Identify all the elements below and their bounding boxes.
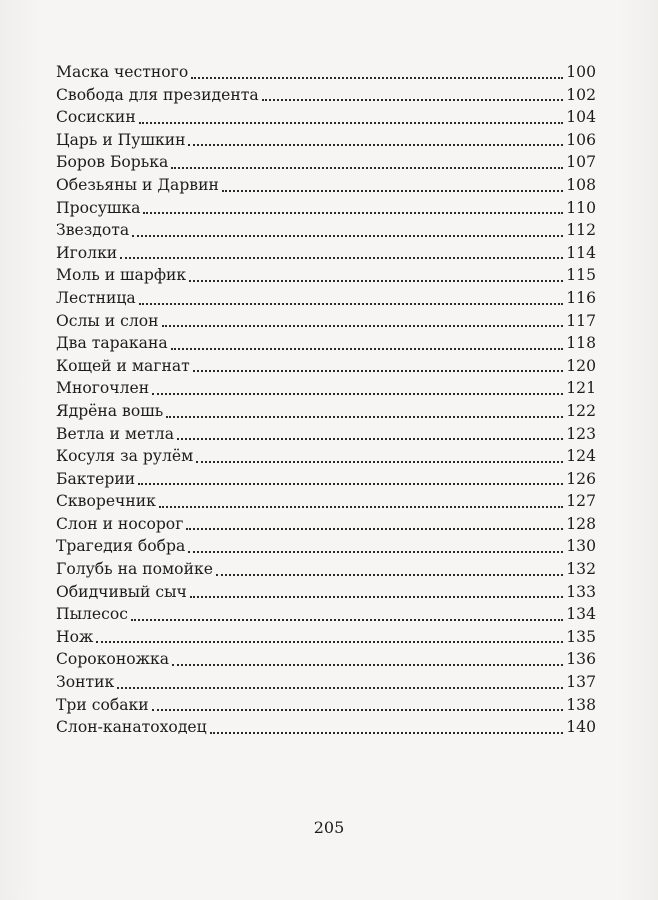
dot-leader bbox=[210, 731, 564, 734]
toc-entry-page: 126 bbox=[566, 469, 596, 488]
toc-entry-title: Трагедия бобра bbox=[56, 537, 186, 556]
dot-leader bbox=[152, 392, 563, 395]
toc-entry-page: 133 bbox=[566, 582, 596, 601]
toc-entry-title: Иголки bbox=[56, 243, 118, 262]
toc-entry-page: 132 bbox=[566, 560, 596, 579]
toc-entry bbox=[56, 716, 596, 739]
dot-leader bbox=[138, 482, 563, 485]
toc-entry-page: 123 bbox=[566, 424, 596, 443]
toc-entry-page: 138 bbox=[566, 695, 596, 714]
dot-leader bbox=[216, 573, 563, 576]
table-of-contents bbox=[56, 61, 596, 739]
dot-leader bbox=[117, 686, 563, 689]
dot-leader bbox=[189, 279, 563, 282]
toc-entry bbox=[56, 242, 596, 265]
toc-entry-title: Три собаки bbox=[56, 695, 149, 714]
toc-entry-page: 121 bbox=[566, 379, 596, 398]
page-number: 205 bbox=[313, 818, 345, 837]
dot-leader bbox=[171, 166, 563, 169]
toc-entry-title: Обидчивый сыч bbox=[56, 582, 187, 601]
toc-entry-title: Ослы и слон bbox=[56, 311, 159, 330]
dot-leader bbox=[193, 369, 563, 372]
toc-entry-title: Кощей и магнат bbox=[56, 356, 190, 375]
toc-entry-title: Два таракана bbox=[56, 334, 168, 353]
dot-leader bbox=[120, 256, 563, 259]
dot-leader bbox=[171, 347, 564, 350]
dot-leader bbox=[152, 708, 564, 711]
toc-entry bbox=[56, 106, 596, 129]
dot-leader bbox=[96, 640, 563, 643]
toc-entry bbox=[56, 445, 596, 468]
toc-entry bbox=[56, 671, 596, 694]
toc-entry-page: 110 bbox=[566, 198, 596, 217]
toc-entry-page: 104 bbox=[566, 108, 596, 127]
toc-entry-title: Пылесос bbox=[56, 605, 128, 624]
dot-leader bbox=[262, 98, 564, 101]
toc-entry-title: Бактерии bbox=[56, 469, 136, 488]
toc-entry-title: Голубь на помойке bbox=[56, 560, 213, 579]
dot-leader bbox=[191, 76, 563, 79]
toc-entry bbox=[56, 377, 596, 400]
dot-leader bbox=[159, 505, 563, 508]
toc-entry-title: Лестница bbox=[56, 288, 136, 307]
dot-leader bbox=[177, 437, 563, 440]
toc-entry bbox=[56, 151, 596, 174]
toc-entry bbox=[56, 310, 596, 333]
dot-leader bbox=[188, 550, 563, 553]
toc-entry-page: 120 bbox=[566, 356, 596, 375]
toc-entry bbox=[56, 694, 596, 717]
toc-entry-page: 137 bbox=[566, 673, 596, 692]
toc-entry-page: 114 bbox=[566, 243, 596, 262]
dot-leader bbox=[190, 595, 563, 598]
toc-entry bbox=[56, 648, 596, 671]
toc-entry-title: Ветла и метла bbox=[56, 424, 175, 443]
dot-leader bbox=[131, 618, 563, 621]
toc-entry bbox=[56, 355, 596, 378]
dot-leader bbox=[166, 415, 563, 418]
toc-entry bbox=[56, 332, 596, 355]
toc-entry-page: 106 bbox=[566, 130, 596, 149]
toc-entry-page: 102 bbox=[566, 85, 596, 104]
toc-entry bbox=[56, 581, 596, 604]
toc-entry-page: 108 bbox=[566, 175, 596, 194]
dot-leader bbox=[143, 211, 563, 214]
toc-entry-title: Просушка bbox=[56, 198, 141, 217]
toc-entry bbox=[56, 84, 596, 107]
toc-entry-title: Сороконожка bbox=[56, 650, 169, 669]
toc-entry-title: Маска честного bbox=[56, 63, 189, 81]
dot-leader bbox=[139, 121, 564, 124]
toc-entry-page: 112 bbox=[566, 221, 596, 240]
dot-leader bbox=[162, 324, 564, 327]
toc-entry-title: Сосискин bbox=[56, 108, 136, 127]
toc-entry-title: Слон и носорог bbox=[56, 514, 184, 533]
toc-entry-page: 122 bbox=[566, 401, 596, 420]
toc-entry-title: Моль и шарфик bbox=[56, 266, 187, 285]
dot-leader bbox=[139, 302, 564, 305]
toc-entry bbox=[56, 287, 596, 310]
toc-entry-title: Нож bbox=[56, 627, 94, 646]
toc-entry-title: Обезьяны и Дарвин bbox=[56, 175, 219, 194]
toc-entry bbox=[56, 423, 596, 446]
toc-entry-title: Ядрёна вошь bbox=[56, 401, 164, 420]
toc-entry-page: 100 bbox=[566, 63, 596, 81]
toc-entry-title: Зонтик bbox=[56, 673, 115, 692]
toc-entry bbox=[56, 603, 596, 626]
toc-entry-page: 117 bbox=[566, 311, 596, 330]
toc-entry-page: 115 bbox=[566, 266, 596, 285]
toc-entry bbox=[56, 174, 596, 197]
dot-leader bbox=[172, 663, 563, 666]
toc-entry-page: 130 bbox=[566, 537, 596, 556]
toc-entry-title: Свобода для президента bbox=[56, 85, 259, 104]
dot-leader bbox=[186, 527, 563, 530]
toc-entry bbox=[56, 513, 596, 536]
toc-entry-title: Многочлен bbox=[56, 379, 150, 398]
toc-entry bbox=[56, 558, 596, 581]
toc-entry-title: Боров Борька bbox=[56, 153, 169, 172]
toc-entry bbox=[56, 626, 596, 649]
toc-entry-page: 135 bbox=[566, 627, 596, 646]
toc-entry-page: 140 bbox=[566, 718, 596, 737]
toc-entry-title: Слон-канатоходец bbox=[56, 718, 207, 737]
toc-entry bbox=[56, 219, 596, 242]
toc-entry bbox=[56, 61, 596, 84]
toc-entry-page: 107 bbox=[566, 153, 596, 172]
toc-entry-page: 128 bbox=[566, 514, 596, 533]
toc-entry-page: 124 bbox=[566, 447, 596, 466]
toc-entry-page: 116 bbox=[566, 288, 596, 307]
toc-entry bbox=[56, 129, 596, 152]
toc-entry-page: 127 bbox=[566, 492, 596, 511]
toc-entry bbox=[56, 400, 596, 423]
toc-entry-page: 134 bbox=[566, 605, 596, 624]
toc-entry bbox=[56, 490, 596, 513]
dot-leader bbox=[188, 143, 563, 146]
toc-entry-title: Звездота bbox=[56, 221, 130, 240]
toc-entry bbox=[56, 264, 596, 287]
toc-entry-title: Скворечник bbox=[56, 492, 156, 511]
toc-entry bbox=[56, 535, 596, 558]
toc-entry-title: Царь и Пушкин bbox=[56, 130, 186, 149]
toc-entry bbox=[56, 468, 596, 491]
toc-entry bbox=[56, 197, 596, 220]
toc-entry-page: 118 bbox=[566, 334, 596, 353]
dot-leader bbox=[196, 460, 563, 463]
toc-entry-title: Косуля за рулём bbox=[56, 447, 194, 466]
toc-entry-page: 136 bbox=[566, 650, 596, 669]
dot-leader bbox=[222, 189, 563, 192]
dot-leader bbox=[132, 234, 563, 237]
